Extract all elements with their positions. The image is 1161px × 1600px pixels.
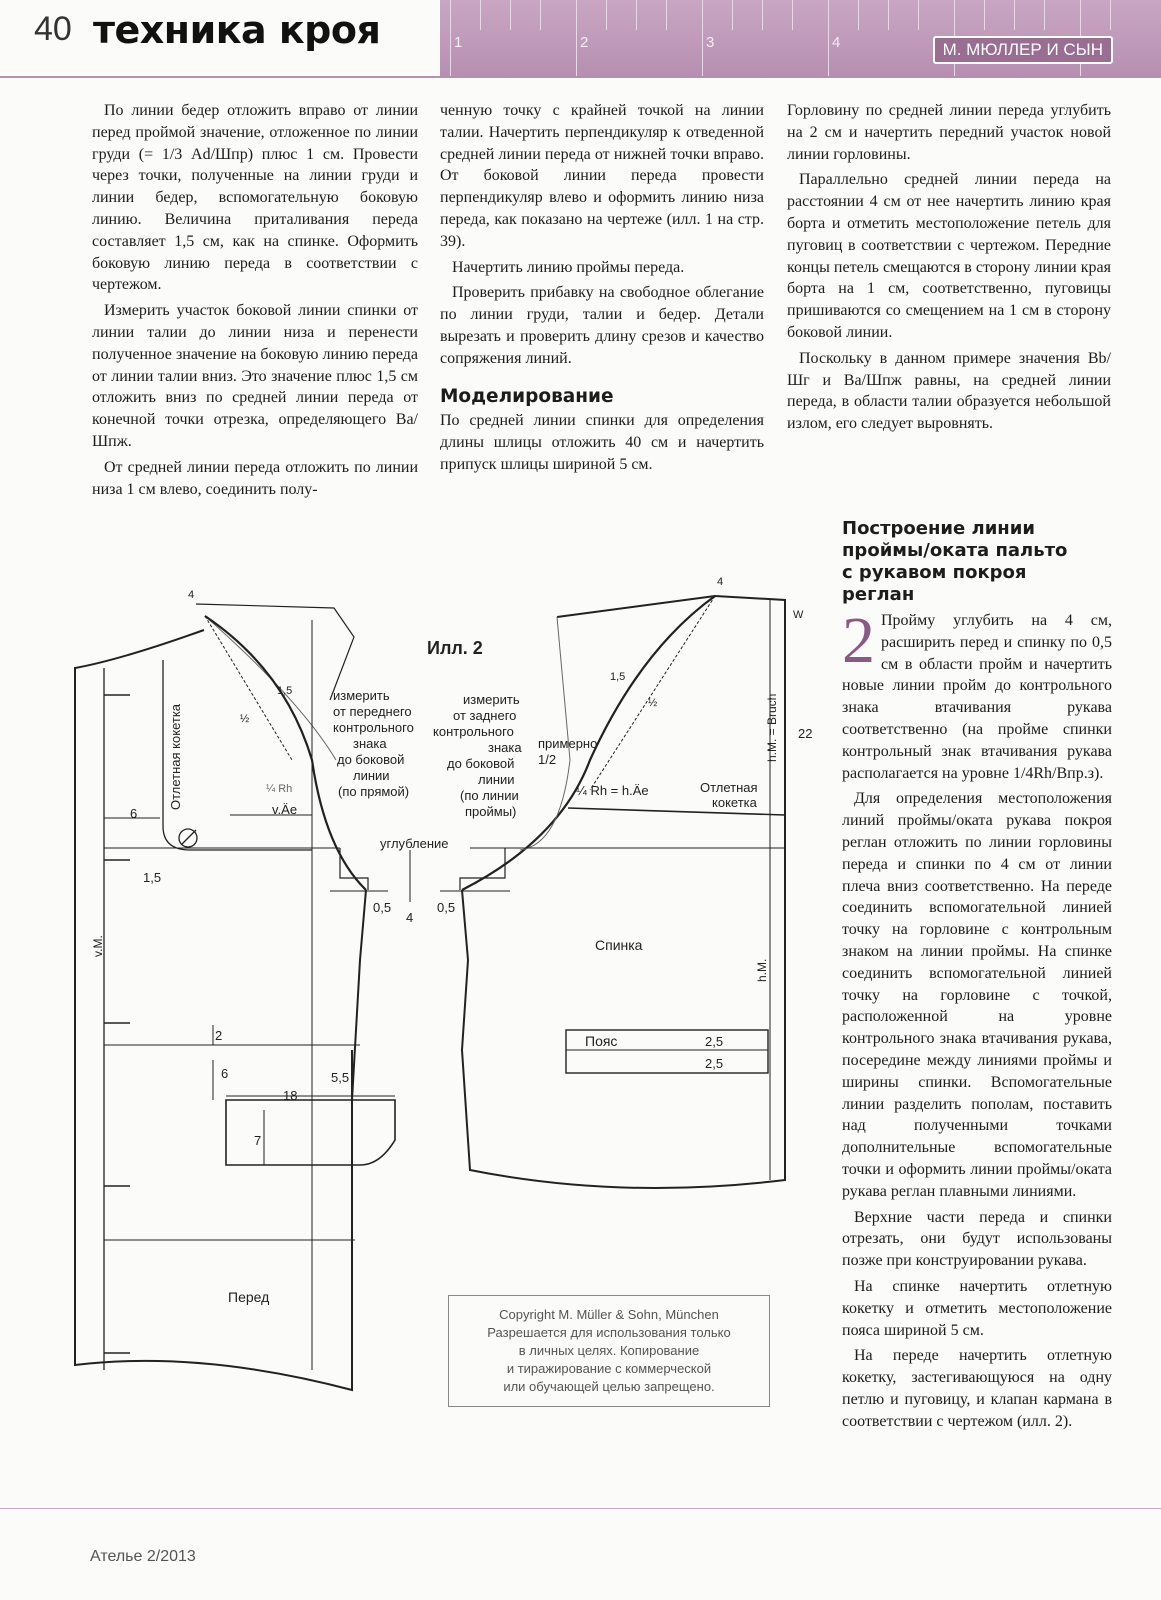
heading-line: реглан bbox=[842, 584, 915, 605]
paragraph: Проверить прибавку на свободное облегание по линии груди, талии и бедер. Детали вырезать и проверить длину срезов и качество сопряжения линий. bbox=[440, 284, 764, 367]
paragraph: На переде начертить отлетную кокетку, застегивающуюся на одну петлю и пуговицу, и клапан кармана в соответствии с чертежом (илл. 2). bbox=[842, 1347, 1112, 1430]
page-number: 40 bbox=[34, 10, 72, 48]
paragraph: Верхние части переда и спинки отрезать, они будут использованы позже при конструировании рукава. bbox=[842, 1208, 1112, 1270]
front-label: Перед bbox=[228, 1289, 270, 1305]
footer-issue: Ателье 2/2013 bbox=[90, 1548, 196, 1565]
copyright-line: или обучающей целью запрещено. bbox=[503, 1379, 715, 1394]
hm-label: h.M. bbox=[755, 958, 769, 982]
dim-label: ½ bbox=[240, 713, 250, 725]
drop-cap: 2 bbox=[842, 604, 875, 677]
rh-front-label: ¼ Rh bbox=[266, 783, 293, 795]
diagram-title: Илл. 2 bbox=[427, 638, 483, 658]
paragraph: Горловину по средней линии переда углубить на 2 см и начертить передний участок новой линии горловины. bbox=[787, 102, 1111, 163]
paragraph: По линии бедер отложить вправо от линии перед проймой значение, отложенное по линии груди (= 1/3 Ad/Шпр) плюс 1 см. Провести через точки, полученные на линии груди и линии бедер, вспомогательную боковую линию. Величина приталивания переда составляет 1,5 см, как на спинке. Оформить боковую линию переда в соответствии с чертежом. bbox=[92, 102, 418, 294]
paragraph: Параллельно средней линии переда на расстоянии 4 см от нее начертить линию края борта и отметить местоположение петель для пуговиц в соответствии с чертежом. Передние концы петель смещаются в сторону линии края борта на 1 см, соответственно, пуговицы пришиваются со смещением на 1 см в сторону боковой линии. bbox=[787, 171, 1111, 341]
dim-label: 4 bbox=[188, 589, 195, 601]
paragraph: Пройму углубить на 4 см, расширить перед и спинку по 0,5 см в области пройм и начертить новые линии пройм до контрольного знака втачивания рукава соответственно (на пройме спинки контрольный знак втачивания рукава располагается на уровне 1/4Rh/Впр.з). bbox=[842, 612, 1112, 782]
ruler-number: 1 bbox=[454, 34, 463, 51]
brand-badge: М. МЮЛЛЕР И СЫН bbox=[933, 36, 1113, 64]
dim-label: 4 bbox=[717, 576, 724, 588]
dim-label: 6 bbox=[130, 806, 138, 821]
rh-back-label: ¼ Rh = h.Äe bbox=[576, 783, 649, 798]
belt-label: Пояс bbox=[585, 1033, 618, 1049]
dim-label: 1,5 bbox=[143, 870, 162, 885]
footer-rule bbox=[0, 1508, 1161, 1509]
dim-label: 22 bbox=[798, 726, 813, 741]
pocket-flap bbox=[226, 1100, 395, 1165]
dim-label: 0,5 bbox=[373, 900, 392, 915]
deepening-label: углубление bbox=[380, 836, 449, 851]
copyright-line: Copyright M. Müller & Sohn, München bbox=[499, 1307, 719, 1322]
copyright-line: Разрешается для использования только bbox=[487, 1325, 731, 1340]
back-label: Спинка bbox=[595, 937, 643, 953]
hm-bruch-label: h.M. = Bruch bbox=[765, 693, 779, 762]
paragraph: Измерить участок боковой линии спинки от линии талии до линии низа и перенести полученное значение на боковую линию переда от линии талии вниз. Это значение плюс 1,5 см отложить вниз по средней линии переда от конечной точки отрезка, определяющего Ва/Шпж. bbox=[92, 302, 418, 450]
back-armhole-old bbox=[520, 617, 570, 850]
paragraph: На спинке начертить отлетную кокетку и отметить местоположение пояса шириной 5 см. bbox=[842, 1277, 1112, 1339]
dim-label: 1,5 bbox=[610, 671, 626, 683]
w-label: W bbox=[793, 609, 804, 621]
dim-label: 7 bbox=[254, 1133, 262, 1148]
dim-label: 2 bbox=[215, 1028, 223, 1043]
heading-line: Построение линии bbox=[842, 518, 1035, 539]
dim-label: 4 bbox=[406, 910, 414, 925]
measure-front-label: измерить от переднего контрольного знака до боковой линии (по прямой) bbox=[333, 688, 414, 799]
dim-label: 0,5 bbox=[437, 900, 456, 915]
dim-label: 6 bbox=[221, 1066, 229, 1081]
front-side-seam bbox=[352, 890, 366, 1100]
dim-label: 2,5 bbox=[705, 1056, 724, 1071]
paragraph: Поскольку в данном примере значения Bb/Шг и Ва/Шпж равны, на средней линии переда, в области талии образуется небольшой излом, его следует выровнять. bbox=[787, 349, 1111, 433]
front-outline bbox=[75, 630, 352, 1390]
paragraph: От средней линии переда отложить по линии низа 1 см влево, соединить полу- bbox=[92, 458, 418, 498]
front-shoulder bbox=[196, 604, 354, 700]
section-title: техника кроя bbox=[93, 8, 381, 52]
copyright-line: и тиражирование с коммерческой bbox=[506, 1361, 712, 1376]
vm-label: v.M. bbox=[91, 935, 105, 957]
paragraph: Начертить линию проймы переда. bbox=[452, 258, 685, 276]
dim-label: 1,5 bbox=[277, 685, 293, 697]
measure-back-label: измерить от заднего контрольного знака до боковой линии (по линии проймы) bbox=[433, 692, 522, 819]
ruler-number: 3 bbox=[706, 34, 715, 51]
front-armhole-old bbox=[205, 616, 336, 760]
dim-label: 5,5 bbox=[331, 1070, 350, 1085]
front-yoke-label: Отлетная кокетка bbox=[168, 703, 183, 810]
ae-front-label: v.Äe bbox=[272, 802, 298, 817]
dim-label: ½ bbox=[648, 697, 658, 709]
ruler-number: 2 bbox=[580, 34, 589, 51]
back-neck-aux bbox=[590, 596, 715, 790]
paragraph: ченную точку с крайней точкой на линии талии. Начертить перпендикуляр к отведенной средней линии переда от нижней точки вправо. От боковой линии переда провести перпендикуляр влево и оформить линию низа переда, как показано на чертеже (илл. 1 на стр. 39). bbox=[440, 102, 764, 250]
back-outline bbox=[462, 596, 785, 1188]
heading-line: проймы/оката пальто bbox=[842, 540, 1068, 561]
heading-line: с рукавом покроя bbox=[842, 562, 1027, 583]
approx-label: примерно 1/2 bbox=[538, 736, 598, 767]
paragraph: Для определения местоположения линий проймы/оката рукава покроя реглан отложить по линии горловины переда и спинки по 4 см от линии плеча вниз соответственно. На переде соединить вспомогательной линией точку на горловине с контрольным знаком на линии проймы. На спинке соединить вспомогательной линией точку на горловине с точкой, расположенной на уровне контрольного знака втачивания рукава, посередине между линиями проймы и ширины спинки. Вспомогательные линии разделить пополам, поставить над полученными точками дополнительные вспомогательные точки и оформить линии проймы/оката рукава реглан плавными линиями. bbox=[842, 790, 1112, 1200]
dim-label: 2,5 bbox=[705, 1034, 724, 1049]
copyright-line: в личных целях. Копирование bbox=[518, 1343, 700, 1358]
deepening-curve bbox=[340, 848, 368, 890]
paragraph: По средней линии спинки для определения длины шлицы отложить 40 см и начертить припуск шлицы шириной 5 см. bbox=[440, 412, 764, 473]
ruler-number: 4 bbox=[832, 34, 841, 51]
dim-label: 18 bbox=[283, 1088, 298, 1103]
back-yoke-label: Отлетная кокетка bbox=[700, 780, 758, 810]
section-heading: Моделирование bbox=[440, 385, 614, 407]
copyright-box bbox=[448, 1295, 770, 1407]
